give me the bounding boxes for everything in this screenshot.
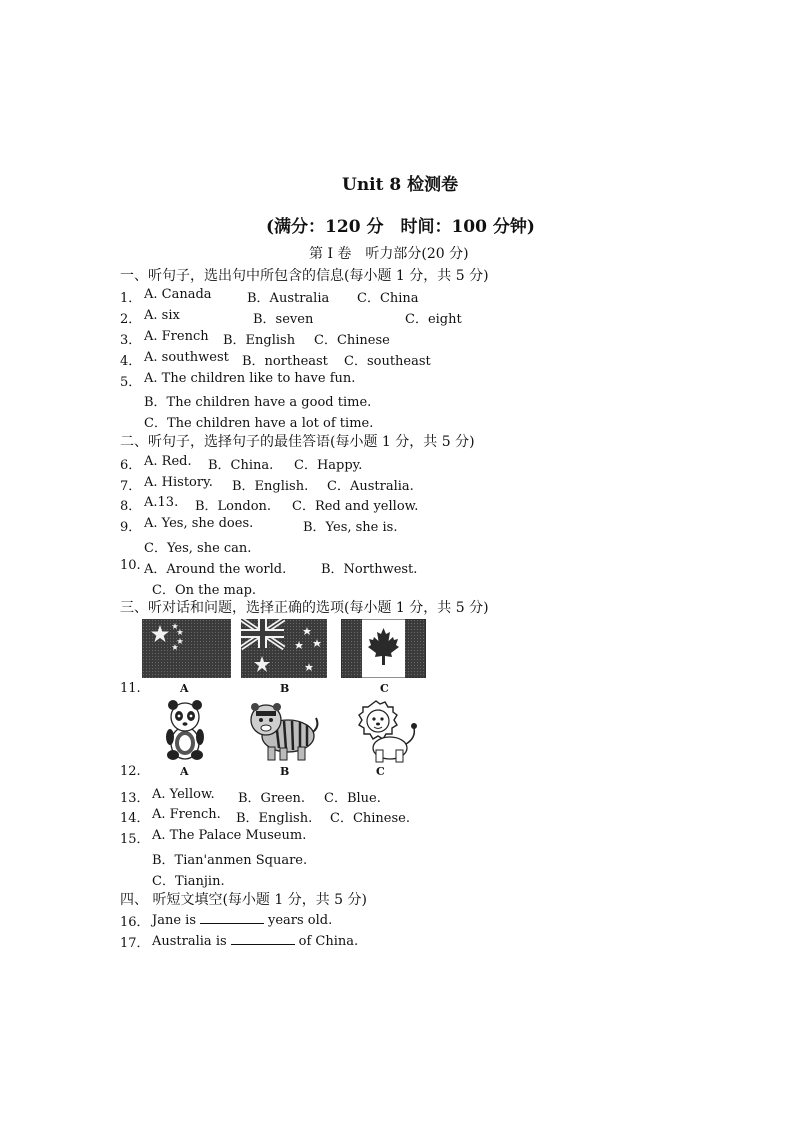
q9-option-c: C．Yes, she can. <box>144 541 252 556</box>
q14-option-a: A. French. <box>152 807 221 822</box>
q7-number: 7． <box>120 479 142 494</box>
q1-option-c: C．China <box>357 291 419 306</box>
section4-heading: 四、 听短文填空(每小题 1 分，共 5 分) <box>120 892 367 908</box>
q10-option-b: B．Northwest. <box>321 562 418 577</box>
page-title: Unit 8 检测卷 <box>342 175 459 195</box>
panda-image <box>162 697 208 763</box>
q13-number: 13． <box>120 791 150 806</box>
q6-option-a: A. Red. <box>144 454 192 469</box>
q10-option-c: C．On the map. <box>152 583 257 598</box>
q15-option-b: B．Tian'anmen Square. <box>152 853 308 868</box>
q4-option-b: B．northeast <box>242 354 328 369</box>
q8-option-b: B．London. <box>195 499 272 514</box>
q12-label-c: C <box>376 765 385 778</box>
section1-heading: 一、听句子，选出句中所包含的信息(每小题 1 分，共 5 分) <box>120 268 489 284</box>
q9-number: 9． <box>120 520 142 535</box>
q1-option-b: B．Australia <box>247 291 330 306</box>
q4-option-a: A. southwest <box>144 350 229 365</box>
q14-option-b: B．English. <box>236 811 313 826</box>
lion-image <box>346 700 424 764</box>
q17-text-after: of China. <box>298 934 359 949</box>
q14-number: 14． <box>120 811 150 826</box>
q8-option-a: A.13. <box>144 495 179 510</box>
q15-option-c: C．Tianjin. <box>152 874 225 889</box>
q2-option-c: C．eight <box>405 312 462 327</box>
q9-option-a: A. Yes, she does. <box>144 516 254 531</box>
q7-option-a: A. History. <box>144 475 213 490</box>
q13-option-a: A. Yellow. <box>152 787 215 802</box>
score-time-info: (满分：120 分 时间：100 分钟) <box>266 217 535 237</box>
q11-number: 11. <box>120 681 141 696</box>
q16-sentence <box>152 911 332 928</box>
q6-option-b: B．China. <box>208 458 274 473</box>
q8-option-c: C．Red and yellow. <box>292 499 419 514</box>
q8-number: 8． <box>120 499 142 514</box>
q17-number: 17． <box>120 936 150 951</box>
q10-option-a: A．Around the world. <box>144 562 287 577</box>
q2-option-a: A. six <box>144 308 180 323</box>
q17-blank[interactable] <box>231 932 295 945</box>
q5-option-b: B．The children have a good time. <box>144 395 372 410</box>
canada-flag-image <box>341 619 426 678</box>
q7-option-c: C．Australia. <box>327 479 414 494</box>
q5-option-c: C．The children have a lot of time. <box>144 416 374 431</box>
q1-option-a: A. Canada <box>144 287 212 302</box>
tiger-image <box>246 700 320 762</box>
q5-number: 5． <box>120 375 142 390</box>
q16-text-after: years old. <box>268 913 333 928</box>
q6-number: 6． <box>120 458 142 473</box>
q16-text-before: Jane is <box>152 913 196 928</box>
q3-number: 3． <box>120 333 142 348</box>
q13-option-c: C．Blue. <box>324 791 381 806</box>
section2-heading: 二、听句子，选择句子的最佳答语(每小题 1 分，共 5 分) <box>120 434 475 450</box>
q12-number: 12. <box>120 764 141 779</box>
q17-sentence <box>152 932 358 949</box>
q13-option-b: B．Green. <box>238 791 306 806</box>
q11-label-c: C <box>380 682 389 695</box>
section3-heading: 三、听对话和问题，选择正确的选项(每小题 1 分，共 5 分) <box>120 600 489 616</box>
q6-option-c: C．Happy. <box>294 458 363 473</box>
china-flag-image <box>142 619 231 678</box>
q16-number: 16． <box>120 915 150 930</box>
q12-label-b: B <box>280 765 290 778</box>
q7-option-b: B．English. <box>232 479 309 494</box>
q4-option-c: C．southeast <box>344 354 431 369</box>
q15-number: 15． <box>120 832 150 847</box>
q14-option-c: C．Chinese. <box>330 811 410 826</box>
q3-option-b: B．English <box>223 333 296 348</box>
q5-option-a: A. The children like to have fun. <box>144 371 356 386</box>
q9-option-b: B．Yes, she is. <box>303 520 398 535</box>
q11-label-b: B <box>280 682 290 695</box>
q12-label-a: A <box>180 765 189 778</box>
q15-option-a: A. The Palace Museum. <box>152 828 307 843</box>
australia-flag-image <box>241 619 327 678</box>
q17-text-before: Australia is <box>152 934 227 949</box>
q3-option-c: C．Chinese <box>314 333 390 348</box>
q10-number: 10. <box>120 558 141 573</box>
part-one-heading: 第 I 卷 听力部分(20 分) <box>309 246 469 262</box>
q11-label-a: A <box>180 682 189 695</box>
q2-option-b: B．seven <box>253 312 314 327</box>
q16-blank[interactable] <box>200 911 264 924</box>
q1-number: 1． <box>120 291 142 306</box>
q3-option-a: A. French <box>144 329 209 344</box>
q4-number: 4． <box>120 354 142 369</box>
q2-number: 2． <box>120 312 142 327</box>
